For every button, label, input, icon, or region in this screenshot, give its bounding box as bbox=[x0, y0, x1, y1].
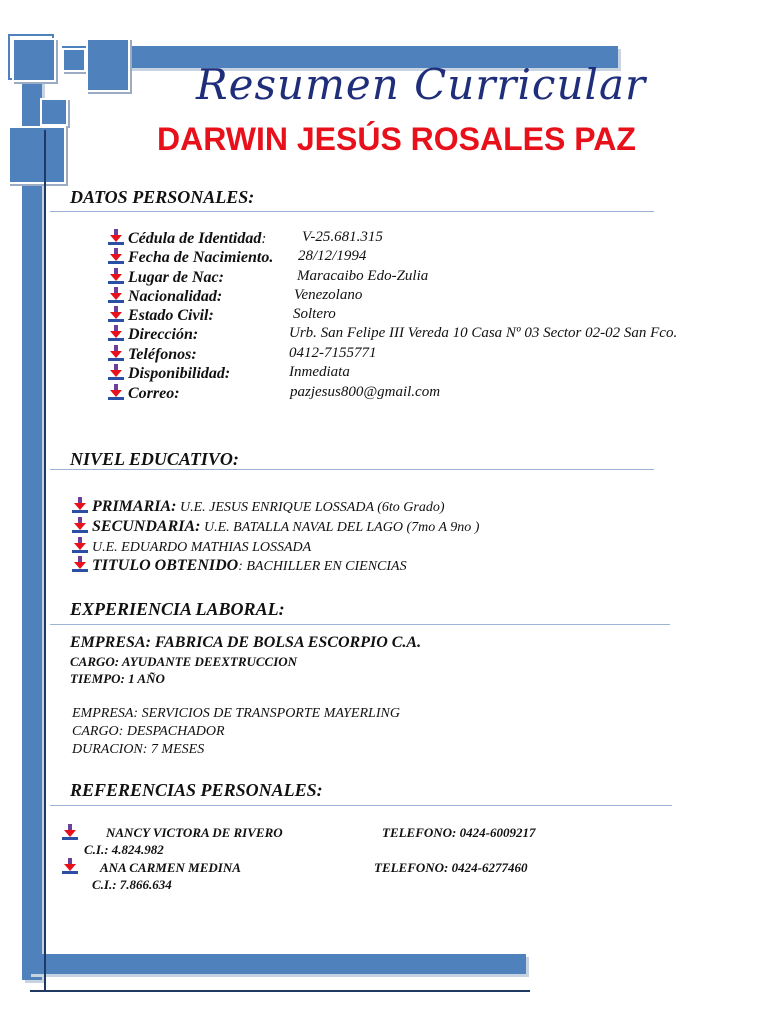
educacion-text: U.E. JESUS ENRIQUE LOSSADA (6to Grado) bbox=[176, 500, 445, 515]
datos-label-suffix: : bbox=[261, 231, 267, 247]
section-rule-experiencia bbox=[50, 624, 670, 625]
datos-value: Maracaibo Edo-Zulia bbox=[297, 268, 429, 284]
reference-1-ci: C.I.: 4.824.982 bbox=[84, 842, 164, 857]
datos-label: Nacionalidad: bbox=[128, 288, 223, 305]
datos-row bbox=[108, 364, 350, 383]
datos-value: Urb. San Felipe III Vereda 10 Casa Nº 03 Sector 02-02 San Fco. bbox=[289, 325, 678, 341]
datos-row bbox=[108, 248, 367, 267]
reference-2-bullet bbox=[62, 858, 82, 876]
frame-square-1 bbox=[12, 38, 56, 82]
educacion-row bbox=[72, 517, 479, 536]
arrow-bullet-icon bbox=[72, 537, 88, 553]
datos-value: V-25.681.315 bbox=[302, 229, 383, 245]
section-heading-datos: DATOS PERSONALES: bbox=[70, 187, 255, 207]
educacion-label: SECUNDARIA: bbox=[92, 518, 201, 535]
job1-cargo: CARGO: AYUDANTE DEEXTRUCCION bbox=[70, 654, 298, 669]
arrow-bullet-icon bbox=[72, 497, 88, 513]
arrow-bullet-icon bbox=[108, 287, 124, 303]
datos-value: Venezolano bbox=[294, 287, 363, 303]
document-script-title: Resumen Curricular bbox=[196, 60, 647, 109]
frame-square-3 bbox=[86, 38, 130, 92]
educacion-text: U.E. EDUARDO MATHIAS LOSSADA bbox=[92, 540, 312, 555]
datos-row bbox=[108, 287, 363, 306]
datos-label: Disponibilidad: bbox=[128, 365, 231, 382]
frame-square-2 bbox=[62, 48, 86, 72]
datos-label: Teléfonos: bbox=[128, 346, 197, 363]
section-heading-educacion: NIVEL EDUCATIVO: bbox=[70, 449, 239, 469]
datos-row bbox=[108, 325, 678, 344]
reference-2-ci: C.I.: 7.866.634 bbox=[92, 877, 172, 892]
educacion-label: PRIMARIA: bbox=[92, 498, 177, 515]
educacion-row bbox=[72, 556, 407, 575]
educacion-label: TITULO OBTENIDO bbox=[92, 557, 239, 574]
frame-line-left bbox=[44, 130, 46, 990]
datos-row bbox=[108, 384, 441, 403]
arrow-bullet-icon bbox=[108, 384, 124, 400]
datos-label: Cédula de Identidad bbox=[128, 230, 262, 247]
arrow-bullet-icon bbox=[108, 364, 124, 380]
job2-cargo: CARGO: DESPACHADOR bbox=[72, 724, 225, 739]
reference-1-name: NANCY VICTORA DE RIVERO bbox=[106, 825, 283, 840]
job1-empresa: EMPRESA: FABRICA DE BOLSA ESCORPIO C.A. bbox=[70, 634, 422, 651]
arrow-bullet-icon bbox=[62, 858, 78, 874]
arrow-bullet-icon bbox=[108, 229, 124, 245]
frame-square-4 bbox=[40, 98, 68, 126]
section-rule-datos bbox=[50, 211, 654, 212]
arrow-bullet-icon bbox=[108, 306, 124, 322]
section-rule-referencias bbox=[50, 805, 672, 806]
datos-row bbox=[108, 345, 377, 364]
educacion-row bbox=[72, 537, 311, 556]
candidate-name: DARWIN JESÚS ROSALES PAZ bbox=[157, 121, 636, 157]
arrow-bullet-icon bbox=[62, 824, 78, 840]
job1-tiempo: TIEMPO: 1 AÑO bbox=[70, 671, 165, 686]
job2-tiempo: DURACION: 7 MESES bbox=[72, 742, 205, 757]
datos-label: Fecha de Nacimiento. bbox=[128, 249, 274, 266]
frame-left-bar bbox=[22, 60, 42, 980]
datos-label: Lugar de Nac: bbox=[128, 269, 224, 286]
arrow-bullet-icon bbox=[72, 517, 88, 533]
frame-square-5 bbox=[8, 126, 66, 184]
frame-line-bottom bbox=[30, 990, 530, 992]
educacion-text: U.E. BATALLA NAVAL DEL LAGO (7mo A 9no ) bbox=[200, 520, 480, 535]
section-heading-referencias: REFERENCIAS PERSONALES: bbox=[70, 780, 323, 800]
arrow-bullet-icon bbox=[108, 248, 124, 264]
reference-1-bullet bbox=[62, 824, 82, 842]
datos-value: 28/12/1994 bbox=[298, 248, 367, 264]
datos-row bbox=[108, 306, 336, 325]
datos-value: 0412-7155771 bbox=[289, 345, 377, 361]
reference-2-phone: TELEFONO: 0424-6277460 bbox=[374, 860, 528, 875]
arrow-bullet-icon bbox=[108, 345, 124, 361]
arrow-bullet-icon bbox=[108, 325, 124, 341]
section-heading-experiencia: EXPERIENCIA LABORAL: bbox=[70, 599, 285, 619]
educacion-text: : BACHILLER EN CIENCIAS bbox=[238, 559, 407, 574]
datos-label: Estado Civil: bbox=[128, 307, 214, 324]
datos-row bbox=[108, 229, 383, 248]
datos-value: Inmediata bbox=[289, 364, 350, 380]
frame-bottom-bar bbox=[28, 954, 526, 974]
reference-2-name: ANA CARMEN MEDINA bbox=[100, 860, 241, 875]
datos-value: pazjesus800@gmail.com bbox=[290, 384, 441, 400]
datos-value: Soltero bbox=[293, 306, 336, 322]
arrow-bullet-icon bbox=[108, 268, 124, 284]
reference-1-phone: TELEFONO: 0424-6009217 bbox=[382, 825, 536, 840]
educacion-row bbox=[72, 497, 445, 516]
datos-label: Correo: bbox=[128, 385, 180, 402]
arrow-bullet-icon bbox=[72, 556, 88, 572]
datos-row bbox=[108, 268, 429, 287]
job2-empresa: EMPRESA: SERVICIOS DE TRANSPORTE MAYERLING bbox=[72, 706, 400, 721]
section-rule-educacion bbox=[50, 469, 654, 470]
datos-label: Dirección: bbox=[128, 326, 199, 343]
